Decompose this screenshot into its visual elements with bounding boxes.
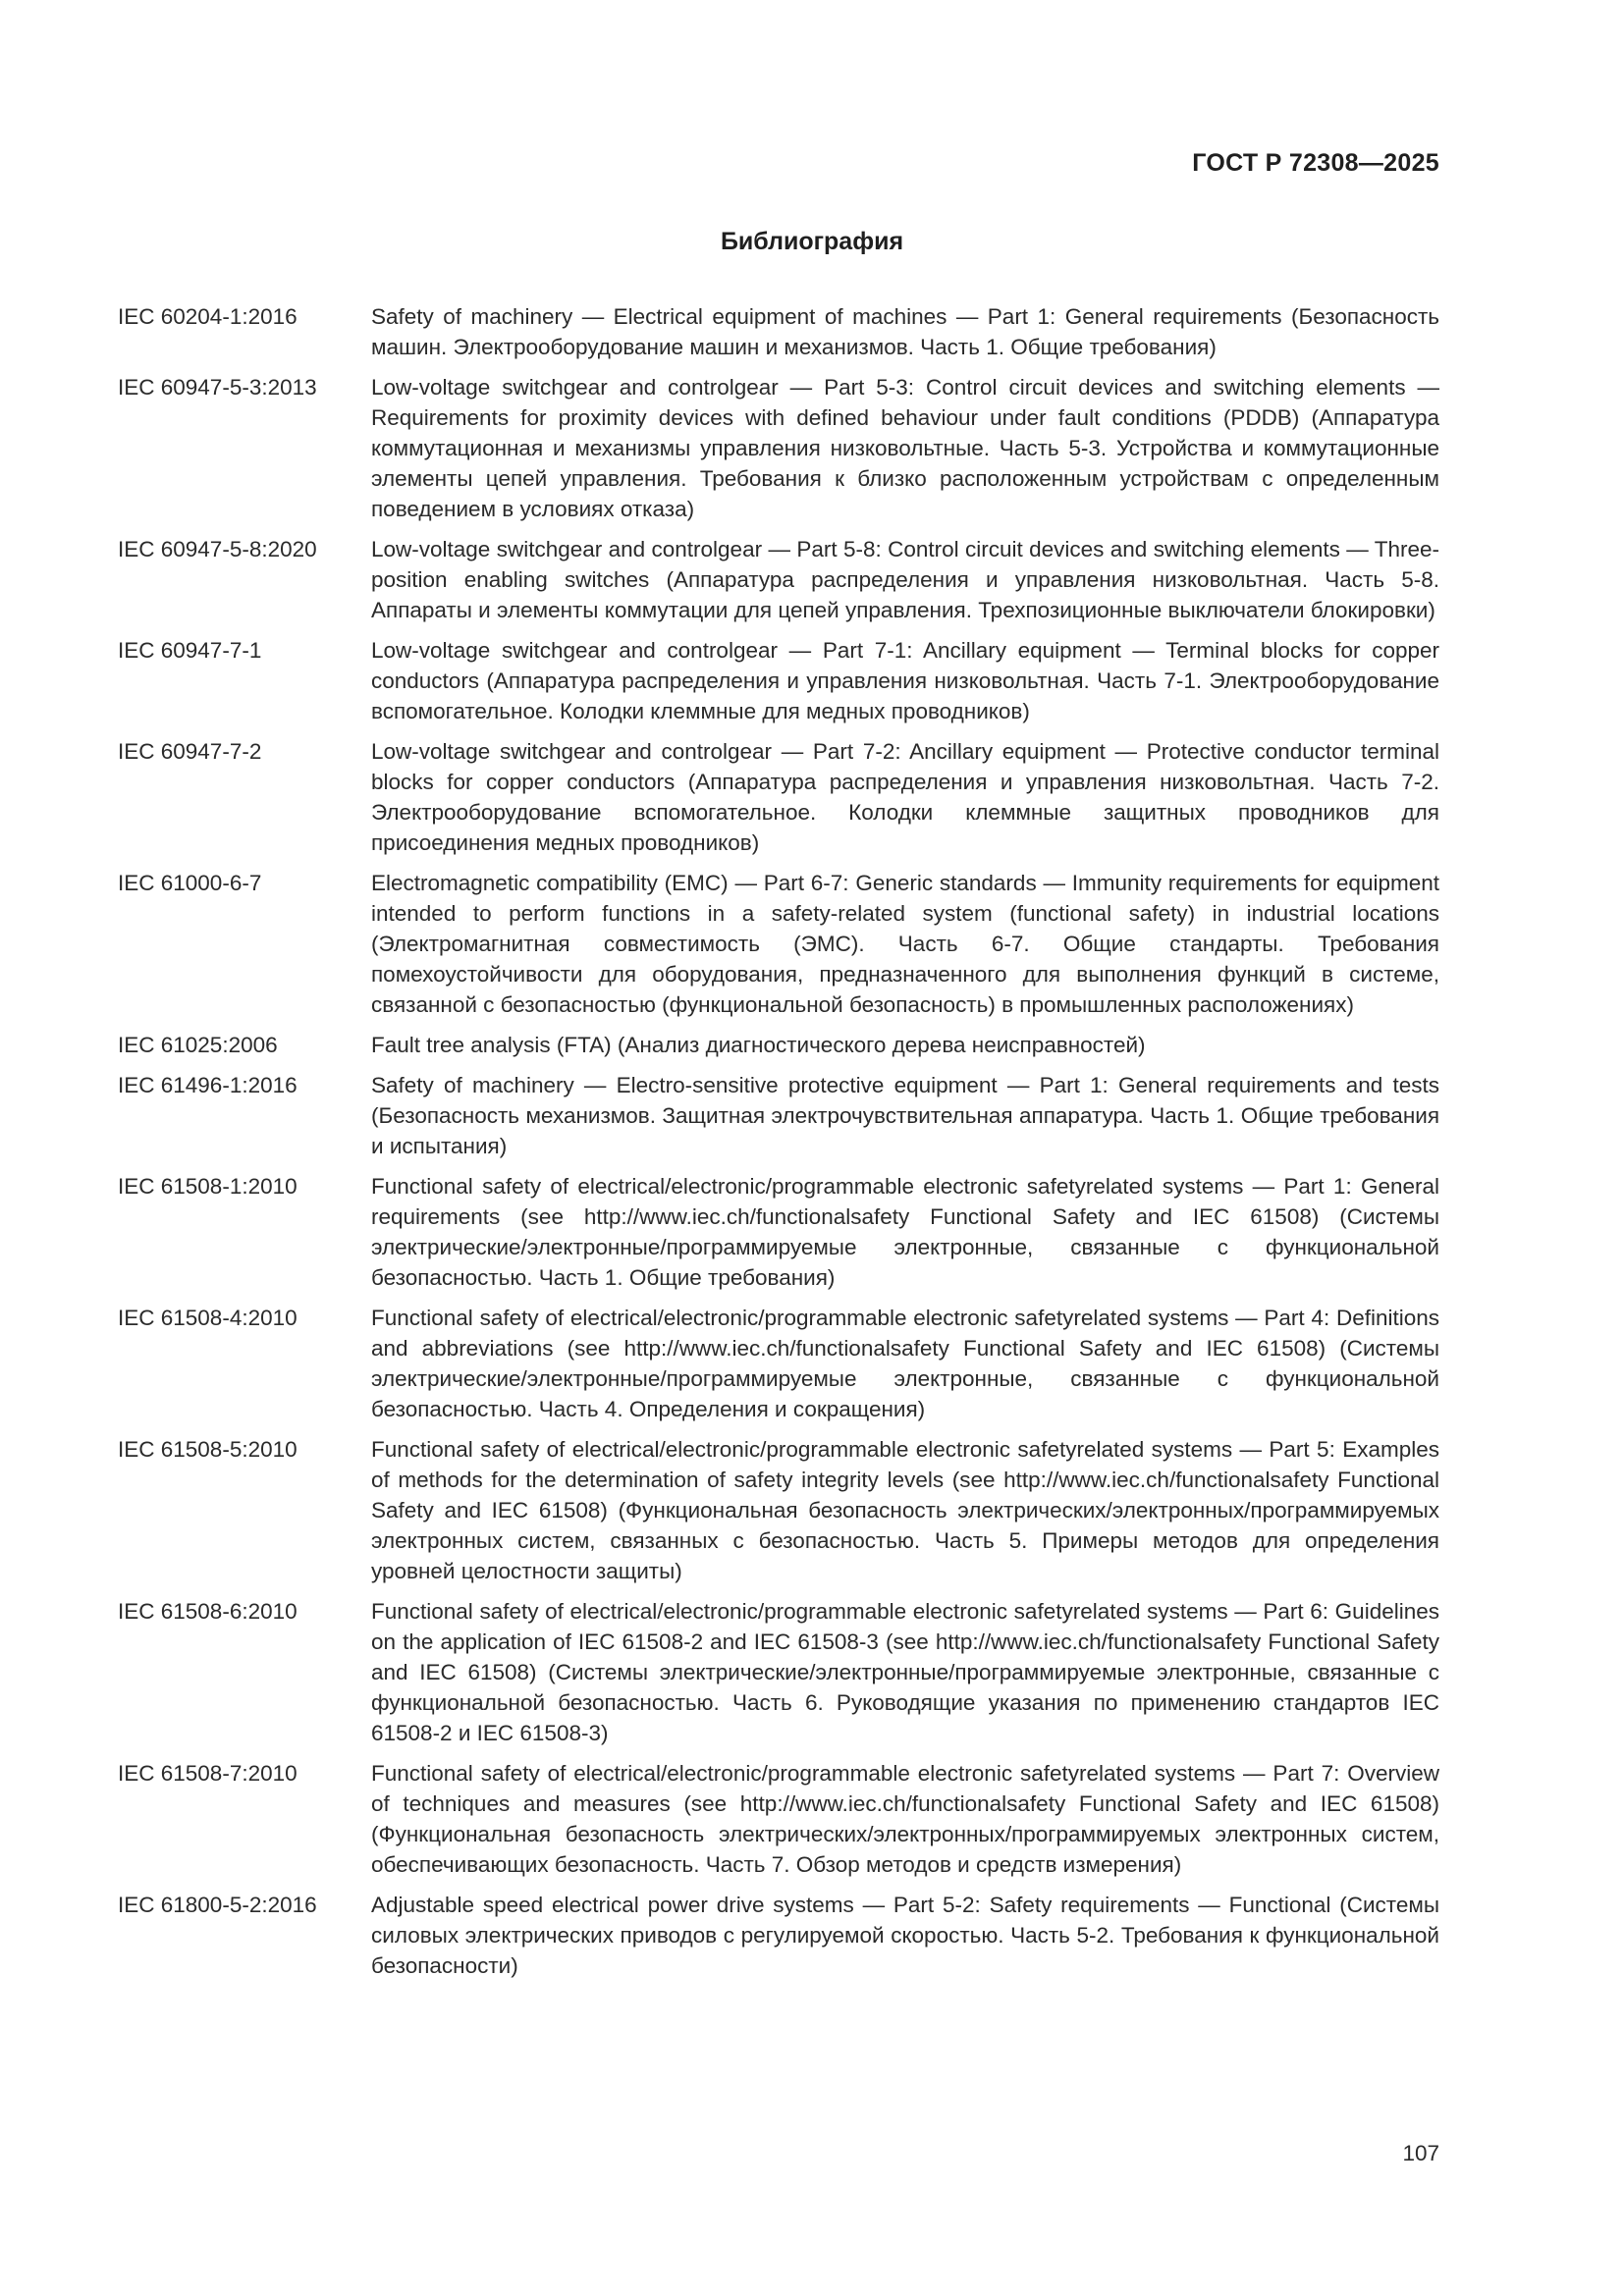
bibliography-entry <box>118 1434 1439 1586</box>
bibliography-entry <box>118 1758 1439 1880</box>
standard-description: Functional safety of electrical/electronic/programmable electronic safetyrelated systems — Part 1: General requirements (see http://www.iec.ch/functionalsafety Functional Safety and IEC 61508) (Системы электрические/электронные/программируемые электронные, связанные с функциональной безопасностью. Часть 1. Общие требования) <box>371 1174 1439 1290</box>
standard-description: Low-voltage switchgear and controlgear — Part 7-2: Ancillary equipment — Protective conductor terminal blocks for copper conductors (Аппаратура распределения и управления низковольтная. Часть 7-2. Электрооборудование вспомогательное. Колодки клеммные защитных проводников для присоединения медных проводников) <box>371 739 1439 855</box>
standard-code: IEC 61508-7:2010 <box>118 1761 298 1786</box>
standard-code: IEC 61496-1:2016 <box>118 1073 298 1097</box>
section-title: Библиография <box>720 228 904 255</box>
standard-description: Functional safety of electrical/electronic/programmable electronic safetyrelated systems — Part 7: Overview of techniques and measures (see http://www.iec.ch/functionalsafety Functional Safety and IEC 61508) (Функциональная безопасность электрических/электронных/программируемых электронных систем, обеспечивающих безопасность. Часть 7. Обзор методов и средств измерения) <box>371 1761 1439 1877</box>
bibliography-entry <box>118 1303 1439 1424</box>
bibliography-entry <box>118 1030 1439 1060</box>
standard-description: Safety of machinery — Electrical equipment of machines — Part 1: General requirements (Безопасность машин. Электрооборудование машин и механизмов. Часть 1. Общие требования) <box>371 304 1439 359</box>
standard-code: IEC 61800-5-2:2016 <box>118 1893 317 1917</box>
bibliography-entry <box>118 534 1439 625</box>
bibliography-entry <box>118 868 1439 1020</box>
standard-description: Low-voltage switchgear and controlgear — Part 7-1: Ancillary equipment — Terminal blocks for copper conductors (Аппаратура распределения и управления низковольтная. Часть 7-1. Электрооборудование вспомогательное. Колодки клеммные для медных проводников) <box>371 638 1439 723</box>
standard-code: IEC 61000-6-7 <box>118 871 262 895</box>
standard-description: Low-voltage switchgear and controlgear — Part 5-8: Control circuit devices and switching elements — Three-position enabling switches (Аппаратура распределения и управления низковольтная. Часть 5-8. Аппараты и элементы коммутации для цепей управления. Трехпозиционные выключатели блокировки) <box>371 537 1439 622</box>
bibliography-list <box>118 301 1439 1991</box>
standard-description: Adjustable speed electrical power drive systems — Part 5-2: Safety requirements — Functional (Системы силовых электрических приводов с регулируемой скоростью. Часть 5-2. Требования к функциональной безопасности) <box>371 1893 1439 1978</box>
page-number: 107 <box>1402 2141 1439 2165</box>
standard-description: Electromagnetic compatibility (EMC) — Part 6-7: Generic standards — Immunity requirements for equipment intended to perform functions in a safety-related system (functional safety) in industrial locations (Электромагнитная совместимость (ЭМС). Часть 6-7. Общие стандарты. Требования помехоустойчивости для оборудования, предназначенного для выполнения функций в системе, связанной с безопасностью (функциональной безопасность) в промышленных расположениях) <box>371 871 1439 1017</box>
standard-description: Functional safety of electrical/electronic/programmable electronic safetyrelated systems — Part 5: Examples of methods for the determination of safety integrity levels (see http://www.iec.ch/functionalsafety Functional Safety and IEC 61508) (Функциональная безопасность электрических/электронных/программируемых электронных систем, связанных с безопасностью. Часть 5. Примеры методов для определения уровней целостности защиты) <box>371 1437 1439 1583</box>
standard-code: IEC 61508-6:2010 <box>118 1599 298 1624</box>
standard-code: IEC 60204-1:2016 <box>118 304 298 329</box>
bibliography-entry <box>118 372 1439 524</box>
bibliography-entry <box>118 736 1439 858</box>
standard-code: IEC 61508-5:2010 <box>118 1437 298 1462</box>
document-code: ГОСТ Р 72308—2025 <box>1192 149 1439 177</box>
bibliography-entry <box>118 1596 1439 1748</box>
standard-description: Low-voltage switchgear and controlgear — Part 5-3: Control circuit devices and switching elements — Requirements for proximity devices with defined behaviour under fault conditions (PDDB) (Аппаратура коммутационная и механизмы управления низковольтные. Часть 5-3. Устройства и коммутационные элементы цепей управления. Требования к близко расположенным устройствам с определенным поведением в условиях отказа) <box>371 375 1439 521</box>
standard-code: IEC 61025:2006 <box>118 1033 278 1057</box>
standard-description: Functional safety of electrical/electronic/programmable electronic safetyrelated systems — Part 4: Definitions and abbreviations (see http://www.iec.ch/functionalsafety Functional Safety and IEC 61508) (Системы электрические/электронные/программируемые электронные, связанные с функциональной безопасностью. Часть 4. Определения и сокращения) <box>371 1306 1439 1421</box>
bibliography-entry <box>118 1070 1439 1161</box>
standard-code: IEC 60947-7-1 <box>118 638 262 663</box>
standard-code: IEC 60947-5-3:2013 <box>118 375 317 400</box>
standard-code: IEC 61508-4:2010 <box>118 1306 298 1330</box>
bibliography-entry <box>118 301 1439 362</box>
standard-code: IEC 60947-5-8:2020 <box>118 537 317 561</box>
standard-description: Functional safety of electrical/electronic/programmable electronic safetyrelated systems — Part 6: Guidelines on the application of IEC 61508-2 and IEC 61508-3 (see http://www.iec.ch/functionalsafety Functional Safety and IEC 61508) (Системы электрические/электронные/программируемые электронные, связанные с функциональной безопасностью. Часть 6. Руководящие указания по применению стандартов IEC 61508-2 и IEC 61508-3) <box>371 1599 1439 1745</box>
standard-description: Fault tree analysis (FTA) (Анализ диагностического дерева неисправностей) <box>371 1033 1146 1057</box>
bibliography-entry <box>118 635 1439 726</box>
bibliography-entry <box>118 1890 1439 1981</box>
standard-code: IEC 60947-7-2 <box>118 739 262 764</box>
standard-description: Safety of machinery — Electro-sensitive protective equipment — Part 1: General requirements and tests (Безопасность механизмов. Защитная электрочувствительная аппаратура. Часть 1. Общие требования и испытания) <box>371 1073 1439 1158</box>
standard-code: IEC 61508-1:2010 <box>118 1174 298 1199</box>
bibliography-entry <box>118 1171 1439 1293</box>
